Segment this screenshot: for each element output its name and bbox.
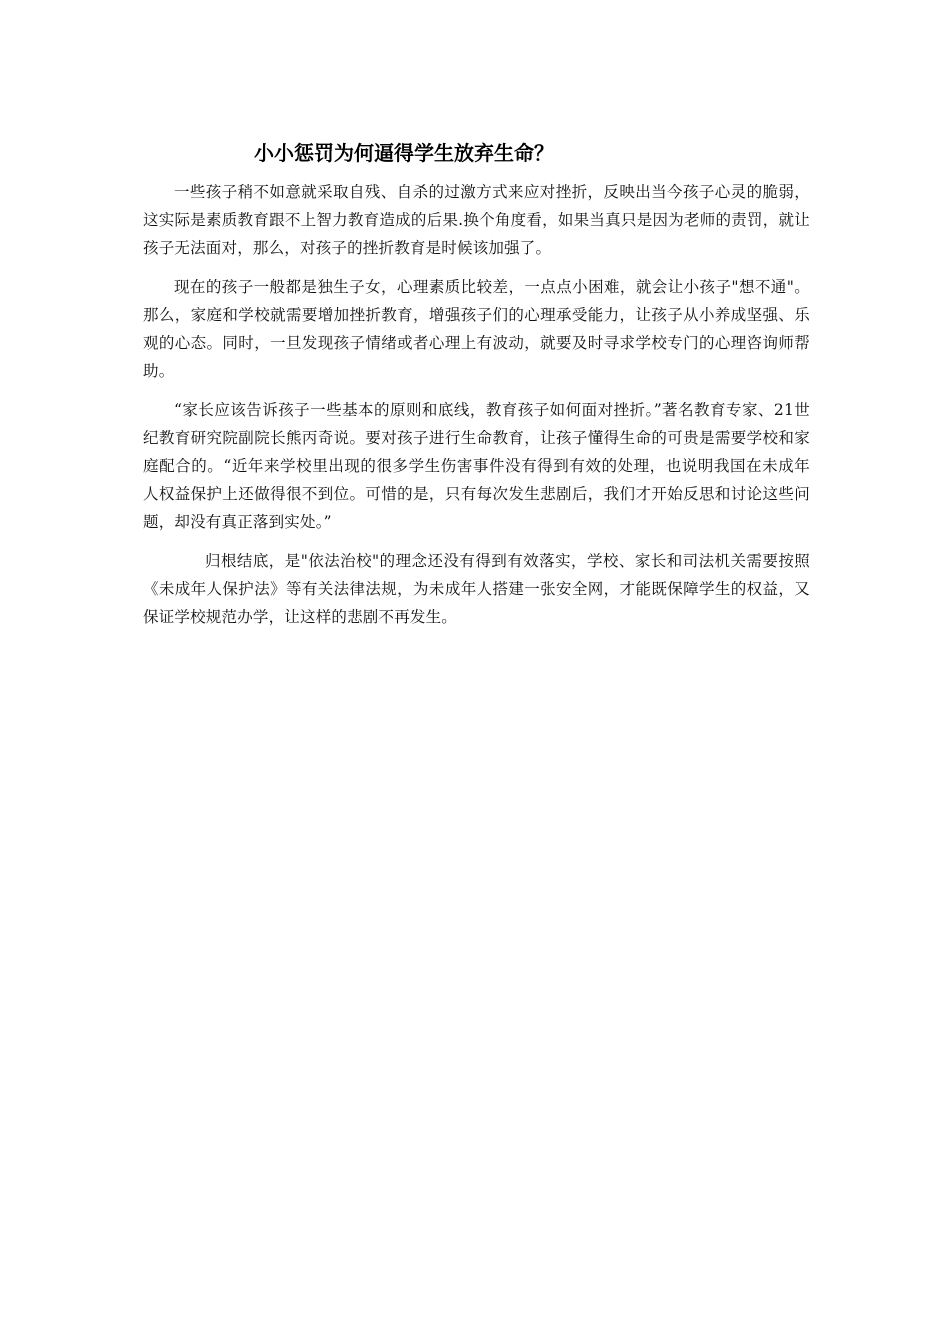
paragraph-4: 归根结底，是"依法治校"的理念还没有得到有效落实，学校、家长和司法机关需要按照《未成年人保护法》等有关法律法规，为未成年人搭建一张安全网，才能既保障学生的权益，又保证学校规范办学，让这样的悲剧不再发生。 xyxy=(143,552,810,626)
article-title: 小小惩罚为何逼得学生放弃生命？ xyxy=(254,141,554,165)
paragraph-2: 现在的孩子一般都是独生子女，心理素质比较差，一点点小困难，就会让小孩子"想不通"。那么，家庭和学校就需要增加挫折教育，增强孩子们的心理承受能力，让孩子从小养成坚强、乐观的心态。同时，一旦发现孩子情绪或者心理上有波动，就要及时寻求学校专门的心理咨询师帮助。 xyxy=(143,278,810,380)
paragraph-1: 一些孩子稍不如意就采取自残、自杀的过激方式来应对挫折，反映出当今孩子心灵的脆弱，这实际是素质教育跟不上智力教育造成的后果.换个角度看，如果当真只是因为老师的责罚，就让孩子无法面对，那么，对孩子的挫折教育是时候该加强了。 xyxy=(143,183,810,257)
article xyxy=(143,138,810,642)
paragraph-3: “家长应该告诉孩子一些基本的原则和底线，教育孩子如何面对挫折。”著名教育专家、21世纪教育研究院副院长熊丙奇说。要对孩子进行生命教育，让孩子懂得生命的可贵是需要学校和家庭配合的。“近年来学校里出现的很多学生伤害事件没有得到有效的处理，也说明我国在未成年人权益保护上还做得很不到位。可惜的是，只有每次发生悲剧后，我们才开始反思和讨论这些问题，却没有真正落到实处。” xyxy=(143,401,810,531)
